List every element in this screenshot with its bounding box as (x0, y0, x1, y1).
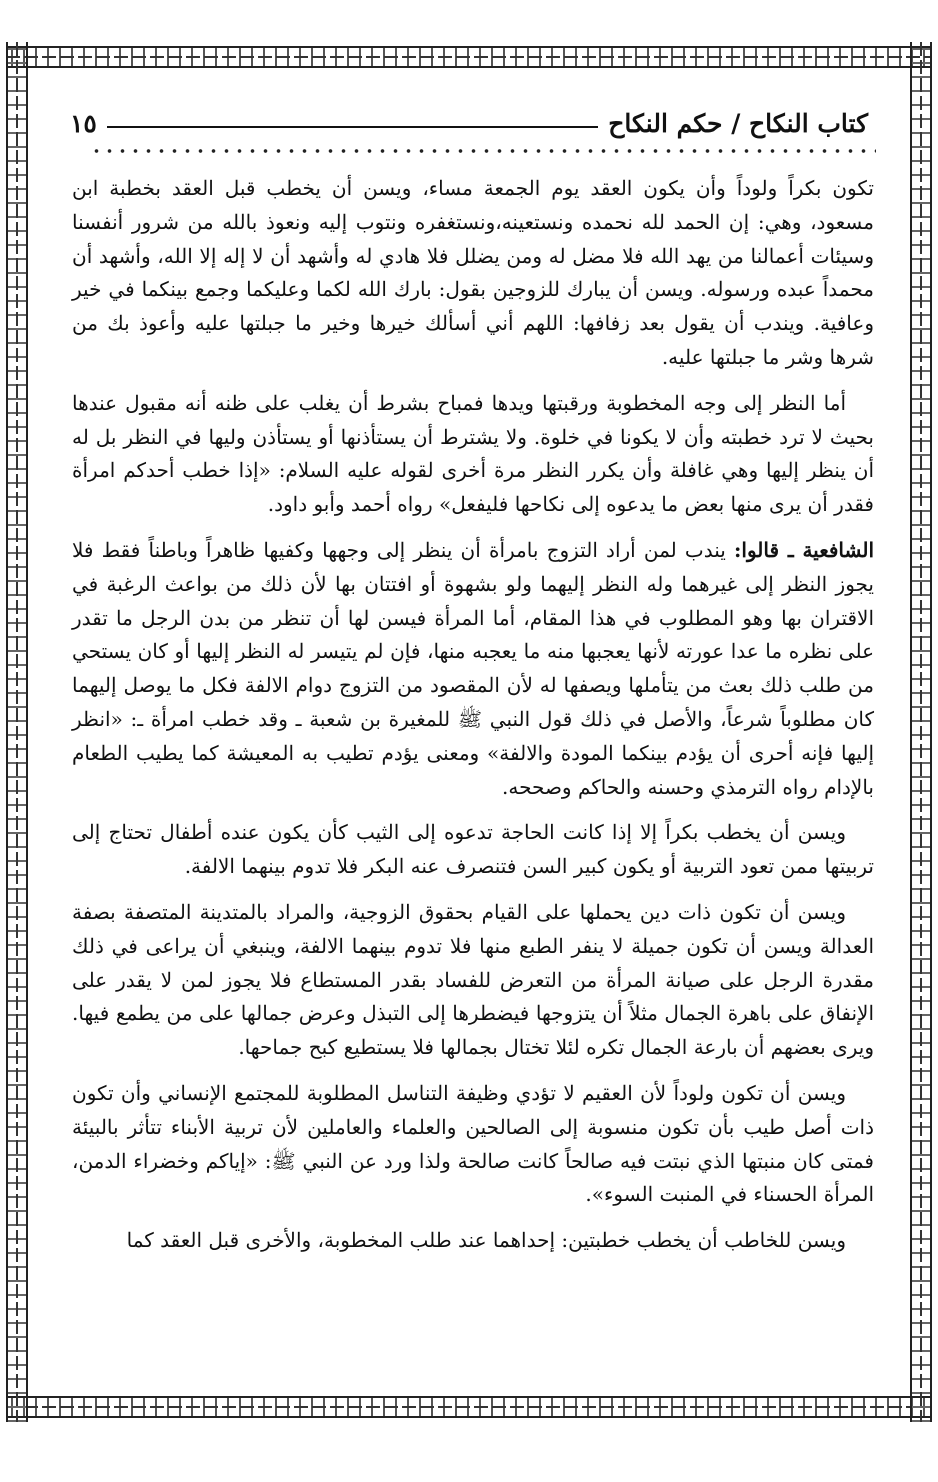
paragraph: ويسن أن تكون ذات دين يحملها على القيام بحقوق الزوجية، والمراد بالمتدينة المتصفة بصفة العدالة ويسن أن تكون جميلة لا ينفر الطبع منها فلا تدوم بينهما الالفة، وينبغي أن يراعى في ذلك مقدرة الرجل على صيانة المرأة من التعرض للفساد بقدر المستطاع فلا يجوز لمن لا يقدر على الإنفاق على باهرة الجمال مثلاً أن يتزوجها فيضطرها إلى التبذل وعرض جمالها على من يطمع فيها. ويرى بعضهم أن بارعة الجمال تكره لئلا تختال بجمالها فلا يستطيع كبح جماحها. (72, 899, 875, 1060)
paragraph: الشافعية ـ قالوا: يندب لمن أراد التزوج بامرأة أن ينظر إلى وجهها وكفيها ظاهراً وباطناً فقط فلا يجوز النظر إلى غيرهما وله النظر إليهما ولو بشهوة أو افتتان بها لأن ذلك من بواعث الرغبة في الاقتران بها وهو المطلوب في هذا المقام، أما المرأة فيسن لها أن تنظر من بدن الرجل ما تقدر على نظره ما عدا عورته لأنها يعجبها منه ما يعجبه منها، فإن لم يتيسر له النظر إليها أو كان يستحي من طلب ذلك بعث من يتأملها ويصفها له لأن المقصود من التزوج دوام الالفة فكل ما يوصل إليهما كان مطلوباً شرعاً، والأصل في ذلك قول النبي ﷺ للمغيرة بن شعبة ـ وقد خطب امرأة ـ: «انظر إليها فإنه أحرى أن يؤدم بينكما المودة والالفة» ومعنى يؤدم تطيب به المعيشة كما يطيب الطعام بالإدام رواه الترمذي وحسنه والحاكم وصححه. (72, 537, 875, 799)
top-border-ornament (6, 46, 932, 68)
running-header (70, 92, 868, 138)
paragraph-lead: الشافعية ـ قالوا: (734, 537, 875, 562)
paragraph: ويسن أن يخطب بكراً إلا إذا كانت الحاجة تدعوه إلى الثيب كأن يكون عنده أطفال تحتاج إلى تربيتها ممن تعود التربية أو يكون كبير السن فتنصرف عنه البكر فلا تدوم بينهما الالفة. (72, 820, 874, 879)
left-border-ornament (6, 42, 28, 1422)
bottom-border-ornament (6, 1396, 932, 1418)
header-title: كتاب النكاح / حكم النكاح (608, 109, 868, 138)
dotted-separator (90, 148, 876, 154)
paragraph: ويسن أن تكون ولوداً لأن العقيم لا تؤدي وظيفة التناسل المطلوبة للمجتمع الإنساني وأن تكون ذات أصل طيب بأن تكون منسوبة إلى الصالحين والعلماء والعاملين لأن تربية الأبناء تتأثر بالبيئة فمتى كان منبتها الذي نبتت فيه صالحاً كانت صالحة ولذا ورد عن النبي ﷺ: «إياكم وخضراء الدمن، المرأة الحسناء في المنبت السوء». (72, 1080, 874, 1207)
paragraph: أما النظر إلى وجه المخطوبة ورقبتها ويدها فمباح بشرط أن يغلب على ظنه أنه مقبول عندها بحيث لا ترد خطبته وأن لا يكونا في خلوة. ولا يشترط أن يستأذنها أو يستأذن وليها في النظر بل له أن ينظر إليها وهي غافلة وأن يكرر النظر مرة أخرى لقوله عليه السلام: «إذا خطب أحدكم امرأة فقدر أن يرى منها بعض ما يدعوه إلى نكاحها فليفعل» رواه أحمد وأبو داود. (72, 390, 874, 517)
paragraph: تكون بكراً ولوداً وأن يكون العقد يوم الجمعة مساء، ويسن أن يخطب قبل العقد بخطبة ابن مسعود، وهي: إن الحمد لله نحمده ونستعينه،ونستغفره ونتوب إليه ونعوذ بالله من شرور أنفسنا وسيئات أعمالنا من يهد الله فلا مضل له ومن يضلل فلا هادي له وأشهد أن لا إله إلا الله، وأشهد أن محمداً عبده ورسوله. ويسن أن يبارك للزوجين بقول: بارك الله لكما وعليكما وجمع بينكما في خير وعافية. ويندب أن يقول بعد زفافها: اللهم أني أسألك خيرها وخير ما جبلتها عليه وأعوذ بك من شرها وشر ما جبلتها عليه. (72, 176, 874, 369)
body-text (72, 172, 874, 1270)
paragraph: ويسن للخاطب أن يخطب خطبتين: إحداهما عند طلب المخطوبة، والأخرى قبل العقد كما (126, 1228, 846, 1253)
right-border-ornament (910, 42, 932, 1422)
header-rule (107, 126, 598, 128)
page-number: ١٥ (70, 109, 97, 138)
